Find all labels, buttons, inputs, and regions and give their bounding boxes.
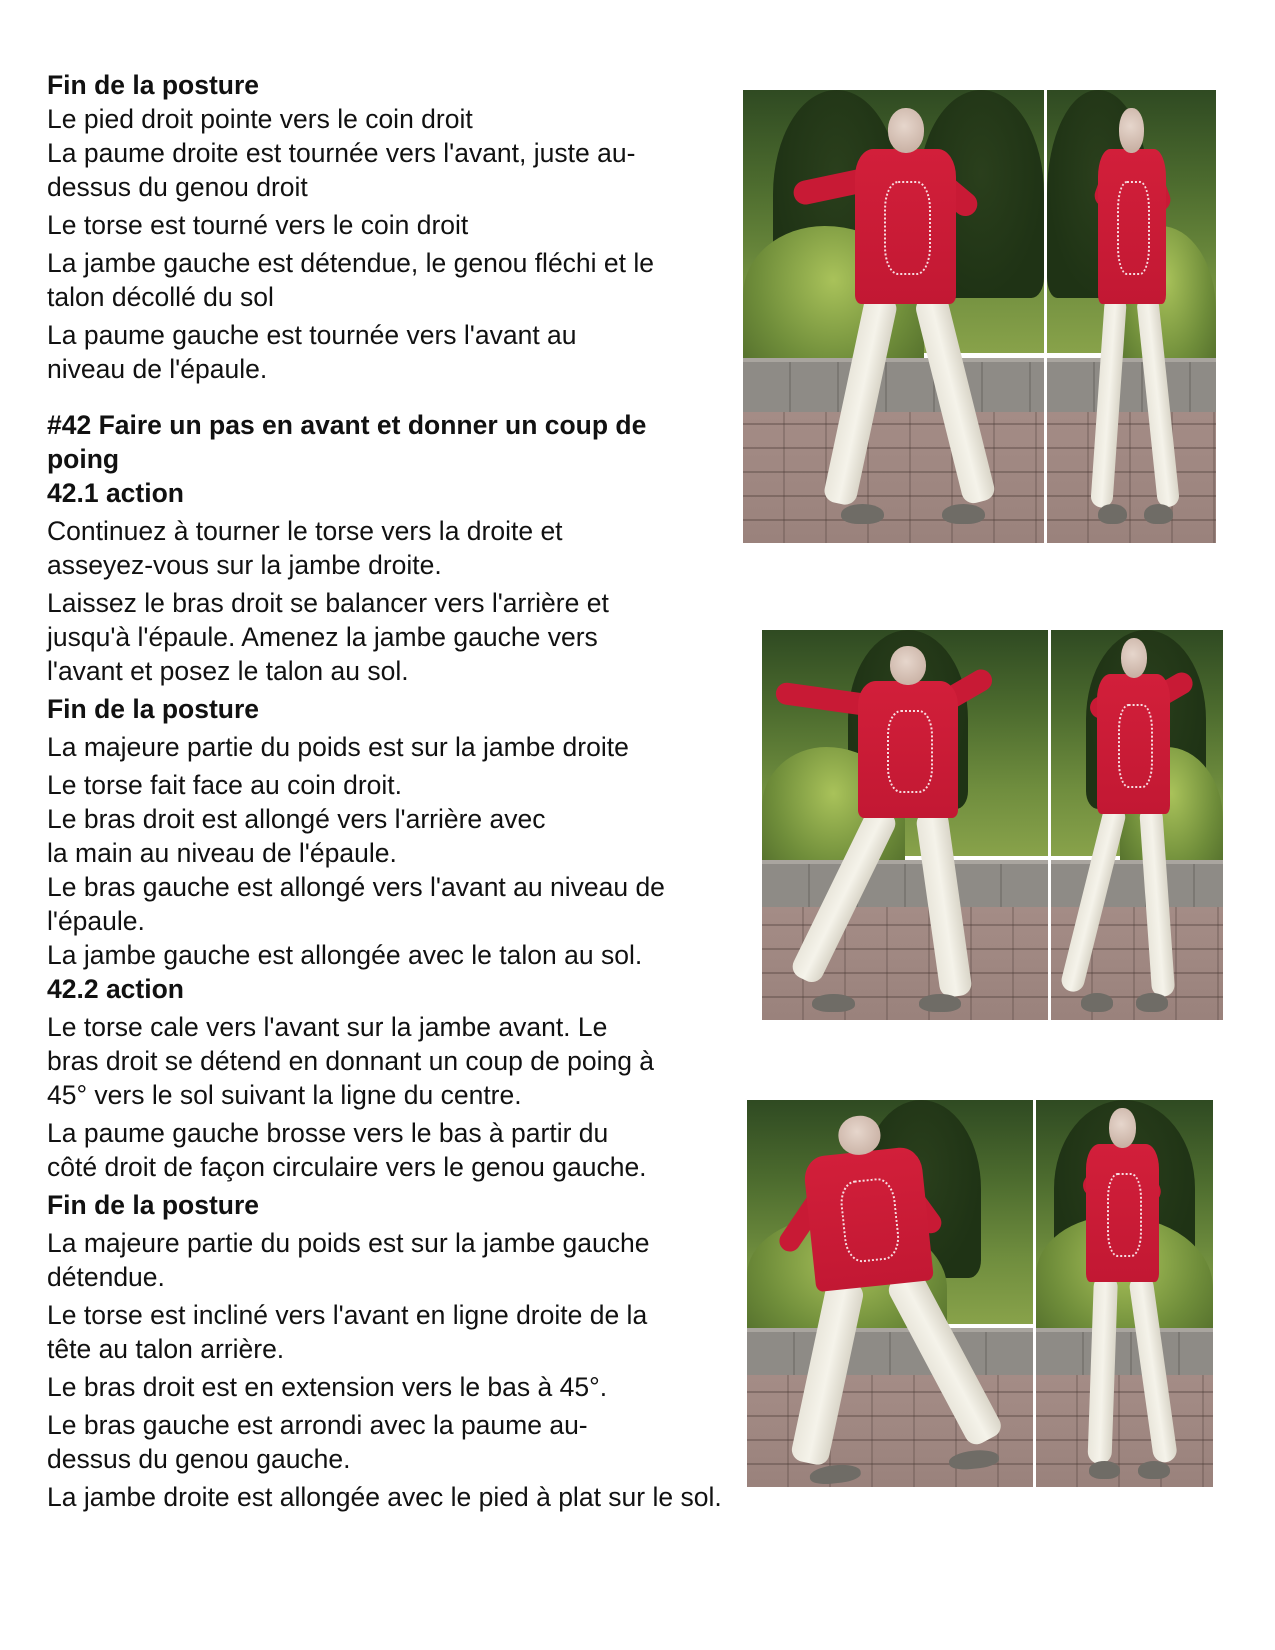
- text-line: La jambe gauche est détendue, le genou fléchi et le: [47, 248, 655, 278]
- text-line: Le torse est tourné vers le coin droit: [47, 210, 469, 240]
- text-line: La majeure partie du poids est sur la jambe gauche: [47, 1228, 650, 1258]
- text-line: Le pied droit pointe vers le coin droit: [47, 104, 473, 134]
- posture-photo-1: [743, 90, 1216, 543]
- photo-panel-back-view: [1033, 1100, 1213, 1487]
- text-line: Le bras gauche est allongé vers l'avant au niveau de: [47, 872, 665, 902]
- text-line: l'avant et posez le talon au sol.: [47, 656, 409, 686]
- end-posture-heading-2: Fin de la posture: [47, 694, 260, 724]
- text-line: tête au talon arrière.: [47, 1334, 285, 1364]
- photo-panel-side-view: [762, 630, 1048, 1020]
- text-line: La paume gauche brosse vers le bas à partir du: [47, 1118, 609, 1148]
- text-line: Continuez à tourner le torse vers la droite et: [47, 516, 563, 546]
- text-line: Le bras droit est en extension vers le bas à 45°.: [47, 1372, 608, 1402]
- end-posture-heading-3: Fin de la posture: [47, 1190, 260, 1220]
- photo-panel-side-view: [743, 90, 1044, 543]
- text-line: Le torse est incliné vers l'avant en ligne droite de la: [47, 1300, 648, 1330]
- section-title-42: #42 Faire un pas en avant et donner un coup de: [47, 410, 647, 440]
- action-heading-42-1: 42.1 action: [47, 478, 184, 508]
- section-title-42-cont: poing: [47, 444, 120, 474]
- text-line: dessus du genou gauche.: [47, 1444, 351, 1474]
- document-text: [47, 68, 807, 1518]
- person-figure: [1057, 1108, 1188, 1472]
- person-figure: [819, 646, 996, 1005]
- text-line: 45° vers le sol suivant la ligne du centre.: [47, 1080, 522, 1110]
- text-line: bras droit se détend en donnant un coup de poing à: [47, 1046, 655, 1076]
- text-line: talon décollé du sol: [47, 282, 274, 312]
- person-figure: [1068, 638, 1199, 1005]
- text-line: La jambe droite est allongée avec le pied à plat sur le sol.: [47, 1482, 722, 1512]
- text-line: dessus du genou droit: [47, 172, 308, 202]
- text-line: Laissez le bras droit se balancer vers l'arrière et: [47, 588, 609, 618]
- photo-panel-back-view: [1048, 630, 1223, 1020]
- text-line: côté droit de façon circulaire vers le genou gauche.: [47, 1152, 647, 1182]
- posture-photo-2: [762, 630, 1223, 1020]
- text-line: La jambe gauche est allongée avec le talon au sol.: [47, 940, 643, 970]
- photo-panel-side-view: [747, 1100, 1033, 1487]
- text-line: La paume gauche est tournée vers l'avant au: [47, 320, 577, 350]
- text-line: niveau de l'épaule.: [47, 354, 268, 384]
- text-line: jusqu'à l'épaule. Amenez la jambe gauche vers: [47, 622, 598, 652]
- text-line: La paume droite est tournée vers l'avant, juste au-: [47, 138, 636, 168]
- text-line: Le torse fait face au coin droit.: [47, 770, 403, 800]
- text-line: asseyez-vous sur la jambe droite.: [47, 550, 442, 580]
- person-figure: [752, 1105, 1000, 1481]
- text-line: détendue.: [47, 1262, 165, 1292]
- end-posture-heading-1: Fin de la posture: [47, 70, 260, 100]
- text-line: l'épaule.: [47, 906, 145, 936]
- text-line: Le torse cale vers l'avant sur la jambe avant. Le: [47, 1012, 608, 1042]
- person-figure: [1071, 108, 1192, 516]
- text-line: la main au niveau de l'épaule.: [47, 838, 397, 868]
- person-figure: [815, 108, 996, 516]
- posture-photo-3: [747, 1100, 1213, 1487]
- text-line: Le bras droit est allongé vers l'arrière avec: [47, 804, 546, 834]
- text-line: Le bras gauche est arrondi avec la paume au-: [47, 1410, 588, 1440]
- photo-panel-back-view: [1044, 90, 1216, 543]
- action-heading-42-2: 42.2 action: [47, 974, 184, 1004]
- text-line: La majeure partie du poids est sur la jambe droite: [47, 732, 629, 762]
